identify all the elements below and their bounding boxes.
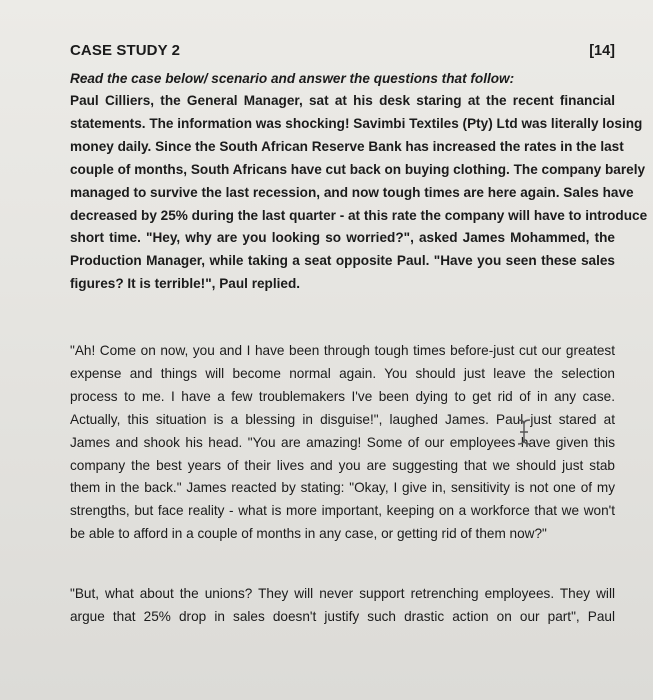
text-line: statements. The information was shocking! Savimbi Textiles (Pty) Ltd was literally losing: [70, 115, 643, 131]
text-line: decreased by 25% during the last quarter - at this rate the company will have to introduce: [70, 207, 648, 223]
case-title: CASE STUDY 2: [70, 42, 181, 59]
text-line: money daily. Since the South African Reserve Bank has increased the rates in the last: [70, 138, 624, 154]
text-line: "But, what about the unions? They will never support retrenching employees. They will: [70, 586, 615, 601]
paragraph-3: [70, 583, 615, 629]
text-line: process to me. I have a few troublemakers I've been dying to get rid of in any case.: [70, 388, 615, 404]
text-line: them in the back." James reacted by stating: "Okay, I give in, sensitivity is not one of my: [70, 480, 615, 496]
text-line: short time. "Hey, why are you looking so worried?", asked James Mohammed, the: [70, 230, 615, 246]
text-line: be able to afford in a couple of months in any case, or getting rid of them now?": [70, 526, 547, 542]
text-cursor-icon: [515, 418, 533, 446]
text-line: couple of months, South Africans have cut back on buying clothing. The company barely: [70, 161, 646, 177]
marks-label: [14]: [589, 43, 615, 59]
paragraph-1: [70, 90, 648, 296]
text-line: Actually, this situation is a blessing in disguise!", laughed James. Paul just stared at: [70, 411, 615, 427]
text-line: James and shook his head. "You are amazing! Some of our employees have given this: [70, 434, 615, 450]
text-line: company the best years of their lives and you are suggesting that we should just stab: [70, 457, 615, 473]
case-instruction: Read the case below/ scenario and answer the questions that follow:: [70, 71, 515, 86]
text-line: expense and things will become normal again. You should just leave the selection: [70, 365, 615, 381]
text-line: managed to survive the last recession, and now tough times are here again. Sales have: [70, 184, 634, 200]
text-line: Paul Cilliers, the General Manager, sat at his desk staring at the recent financial: [70, 93, 615, 108]
text-line: strengths, but face reality - what is more important, keeping on a workforce that we won't: [70, 503, 615, 519]
text-line: figures? It is terrible!", Paul replied.: [70, 276, 301, 292]
text-line: "Ah! Come on now, you and I have been through tough times before-just cut our greatest: [70, 343, 615, 358]
case-header: [70, 42, 615, 66]
text-line: Production Manager, while taking a seat opposite Paul. "Have you seen these sales: [70, 253, 615, 269]
text-line: argue that 25% drop in sales doesn't justify such drastic action on our part", Paul: [70, 608, 615, 624]
paragraph-2: [70, 340, 615, 546]
